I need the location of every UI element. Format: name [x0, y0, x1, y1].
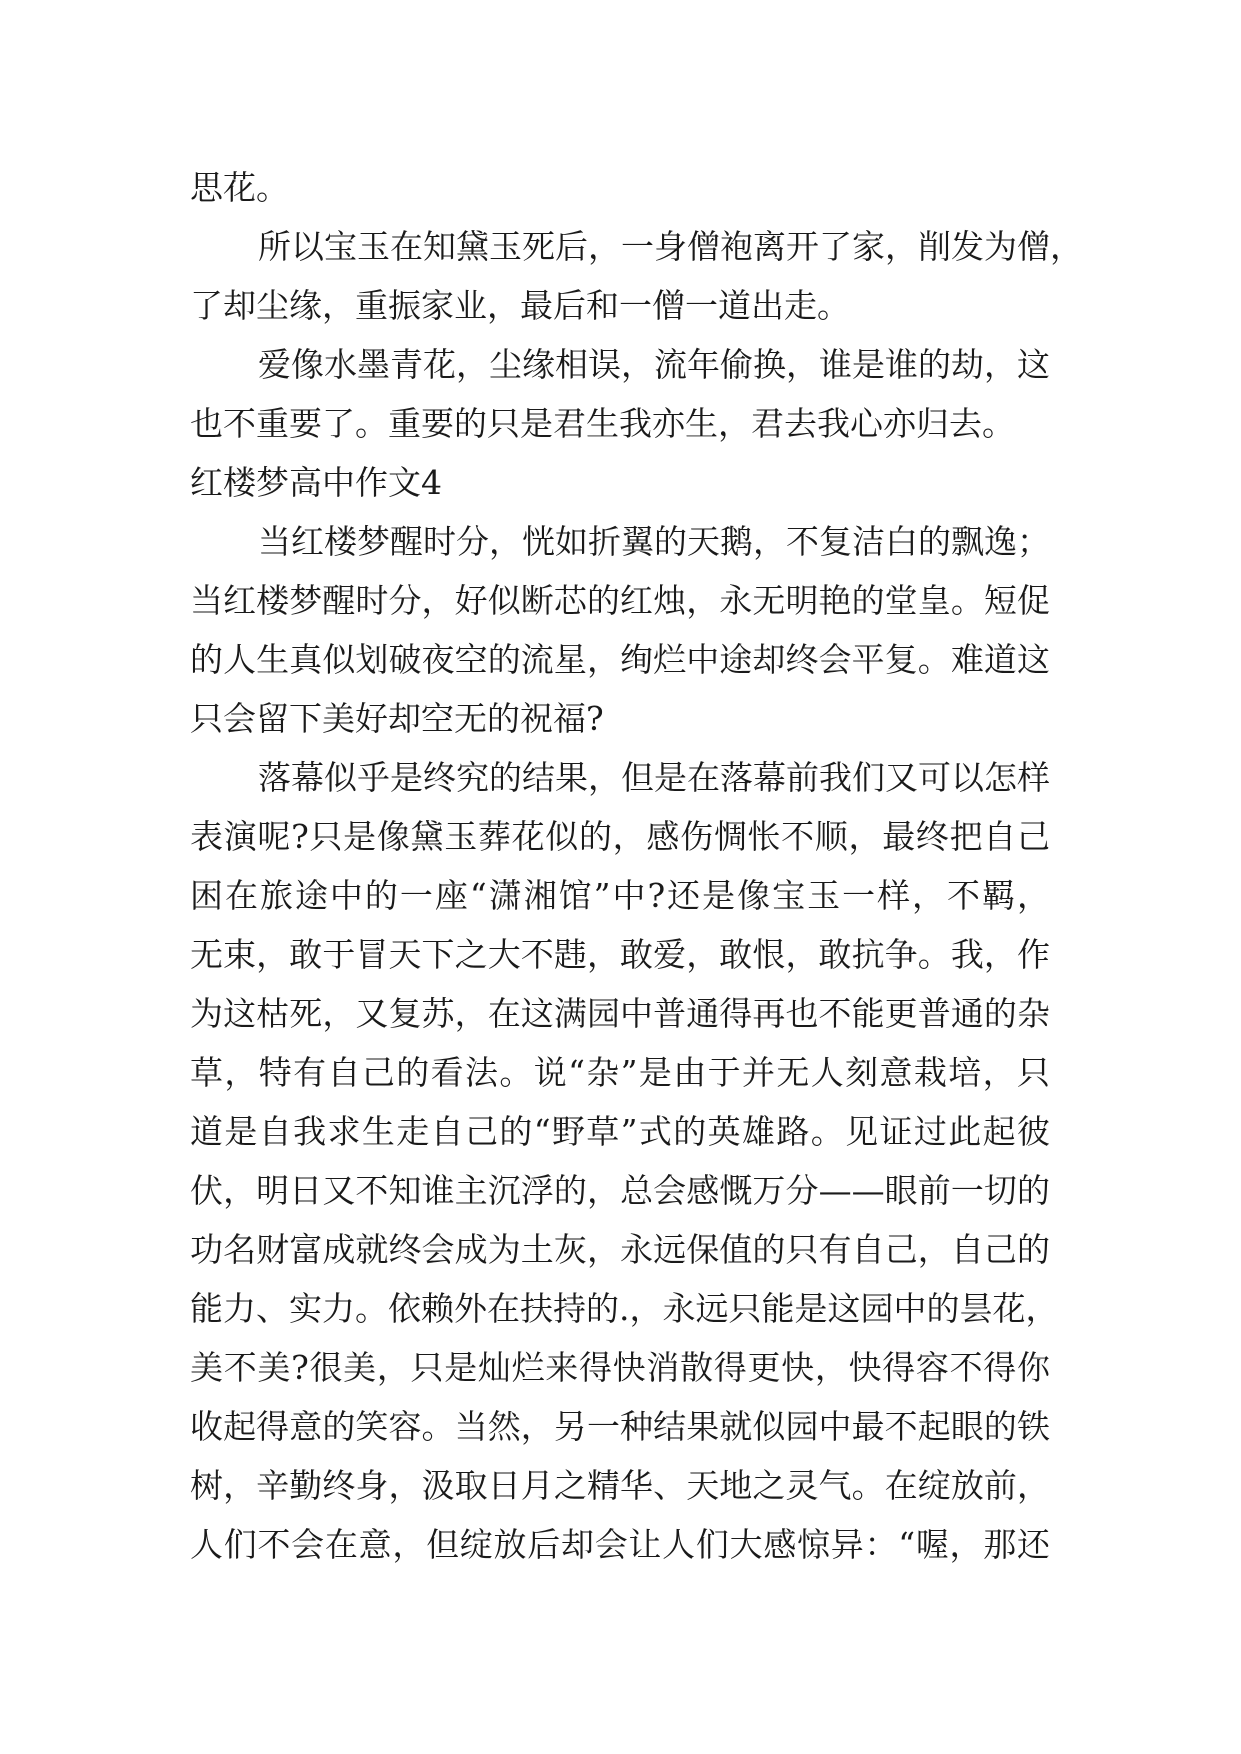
- paragraph-line: 收起得意的笑容。当然，另一种结果就似园中最不起眼的铁: [190, 1407, 1050, 1446]
- paragraph-line: 困在旅途中的一座“潇湘馆”中?还是像宝玉一样，不羁，: [190, 876, 1050, 915]
- paragraph-line: 草，特有自己的看法。说“杂”是由于并无人刻意栽培，只: [190, 1053, 1050, 1092]
- paragraph-line: 表演呢?只是像黛玉葬花似的，感伤惆怅不顺，最终把自己: [190, 817, 1050, 856]
- paragraph-line: 当红楼梦醒时分，好似断芯的红烛，永无明艳的堂皇。短促: [190, 581, 1050, 620]
- paragraph-line: 所以宝玉在知黛玉死后，一身僧袍离开了家，削发为僧，: [258, 227, 1083, 266]
- paragraph-line: 树，辛勤终身，汲取日月之精华、天地之灵气。在绽放前，: [190, 1466, 1050, 1505]
- paragraph-line: 能力、实力。依赖外在扶持的.，永远只能是这园中的昙花，: [190, 1289, 1059, 1328]
- paragraph-line: 美不美?很美，只是灿烂来得快消散得更快，快得容不得你: [190, 1348, 1050, 1387]
- paragraph-line: 道是自我求生走自己的“野草”式的英雄路。见证过此起彼: [190, 1112, 1050, 1151]
- paragraph-line: 无束，敢于冒天下之大不韪，敢爱，敢恨，敢抗争。我，作: [190, 935, 1050, 974]
- section-heading: 红楼梦高中作文4: [190, 463, 442, 502]
- paragraph-line: 了却尘缘，重振家业，最后和一僧一道出走。: [190, 286, 850, 325]
- document-body: [190, 158, 1083, 1574]
- paragraph-line: 爱像水墨青花，尘缘相误，流年偷换，谁是谁的劫，这: [258, 345, 1050, 384]
- paragraph-line: 落幕似乎是终究的结果，但是在落幕前我们又可以怎样: [258, 758, 1050, 797]
- paragraph-line: 当红楼梦醒时分，恍如折翼的天鹅，不复洁白的飘逸；: [258, 522, 1050, 561]
- paragraph-line: 只会留下美好却空无的祝福?: [190, 699, 604, 738]
- paragraph-line: 也不重要了。重要的只是君生我亦生，君去我心亦归去。: [190, 404, 1015, 443]
- paragraph-line: 思花。: [190, 168, 289, 207]
- paragraph-line: 为这枯死，又复苏，在这满园中普通得再也不能更普通的杂: [190, 994, 1050, 1033]
- paragraph-line: 伏，明日又不知谁主沉浮的，总会感慨万分——眼前一切的: [190, 1171, 1050, 1210]
- paragraph-line: 人们不会在意，但绽放后却会让人们大感惊异：“喔，那还: [190, 1525, 1050, 1564]
- paragraph-line: 的人生真似划破夜空的流星，绚烂中途却终会平复。难道这: [190, 640, 1050, 679]
- paragraph-line: 功名财富成就终会成为土灰，永远保值的只有自己，自己的: [190, 1230, 1050, 1269]
